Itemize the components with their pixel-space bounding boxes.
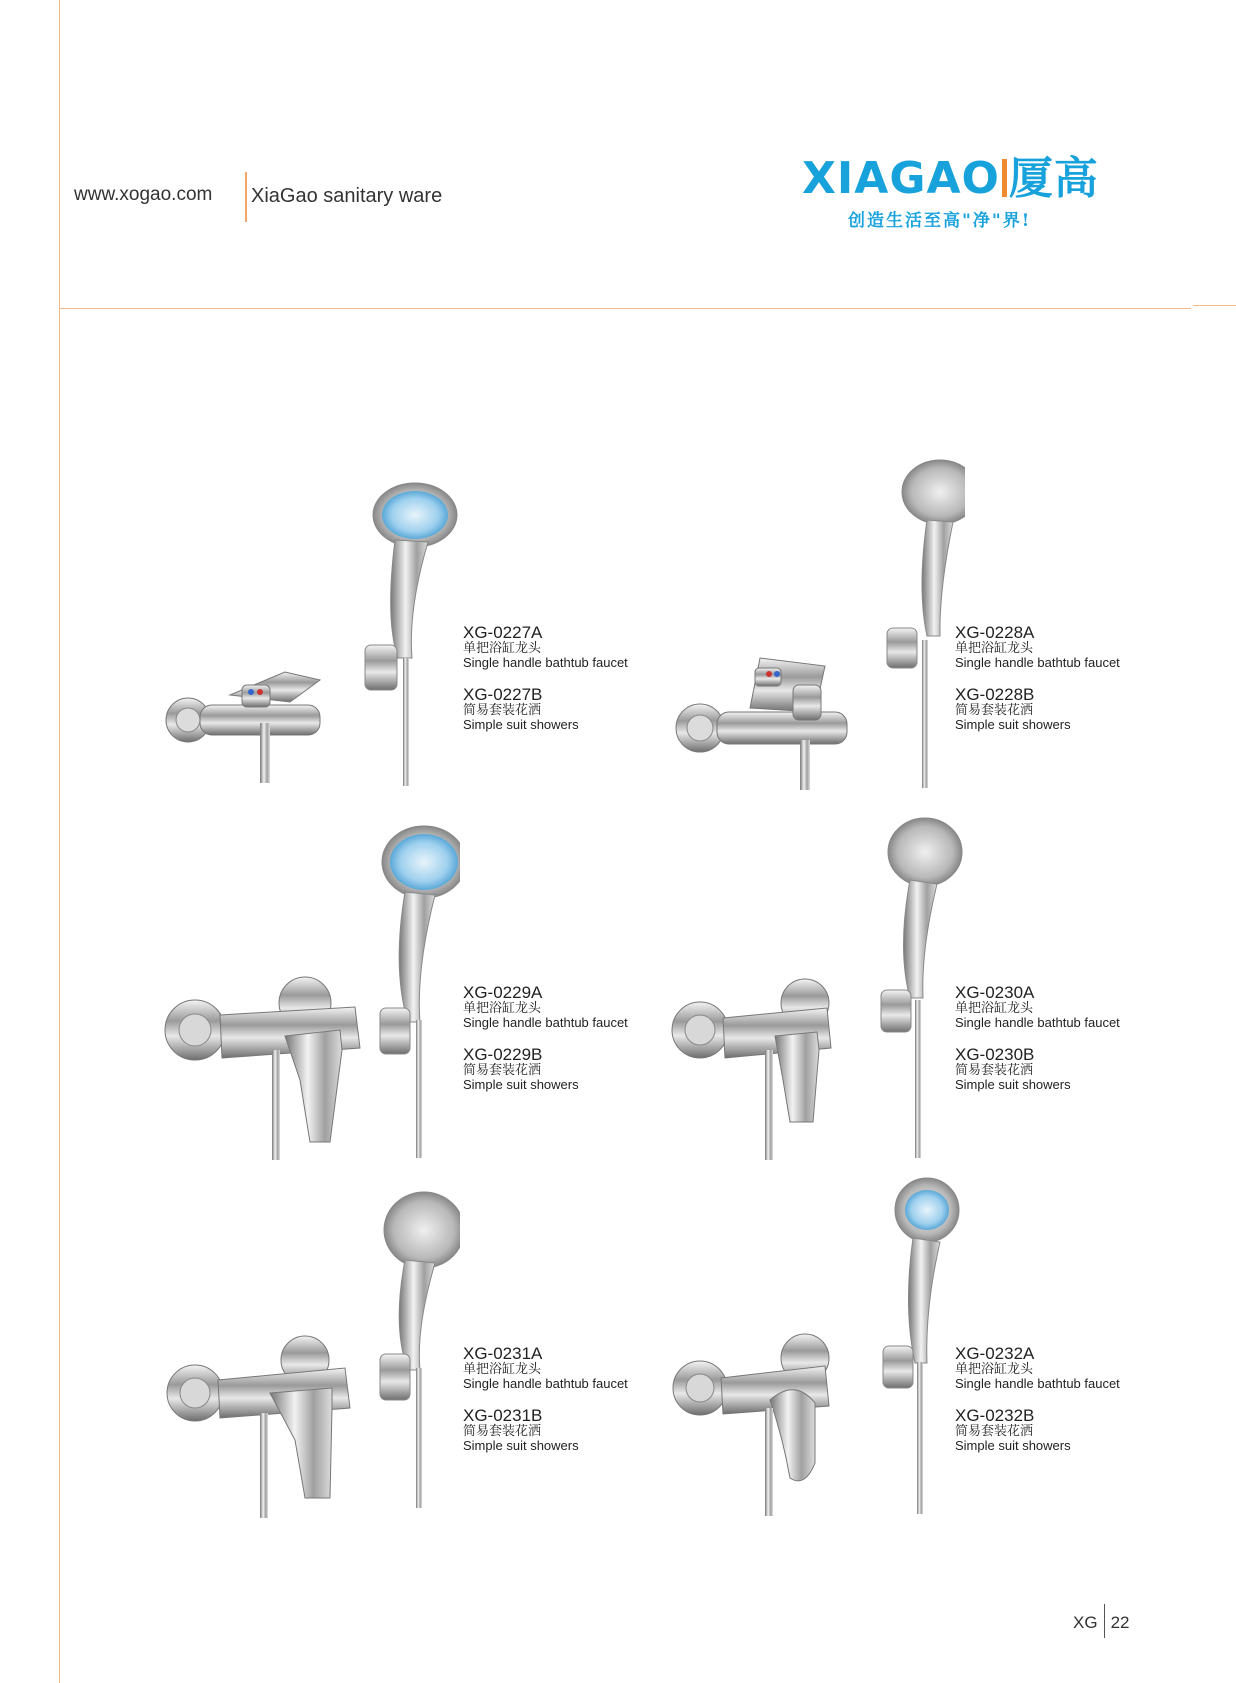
- product-image: [160, 800, 460, 1160]
- product-name-en-b: Simple suit showers: [955, 1438, 1071, 1453]
- product-label: [463, 984, 628, 1092]
- product-name-cn-a: 单把浴缸龙头: [463, 1001, 542, 1016]
- product-label: [955, 984, 1120, 1092]
- footer-separator: [1104, 1604, 1105, 1638]
- product-name-en-a: Single handle bathtub faucet: [955, 1376, 1120, 1391]
- product-label: [463, 1345, 628, 1453]
- website-url[interactable]: www.xogao.com: [74, 184, 213, 205]
- product-name-cn-a: 单把浴缸龙头: [955, 1362, 1034, 1377]
- product-code-b: XG-0230B: [955, 1045, 1035, 1064]
- product-card: [160, 1168, 650, 1518]
- product-code-a: XG-0232A: [955, 1344, 1035, 1363]
- product-code-a: XG-0229A: [463, 983, 543, 1002]
- product-image: [160, 440, 460, 790]
- product-name-cn-b: 简易套装花洒: [955, 703, 1034, 718]
- product-code-b: XG-0228B: [955, 685, 1035, 704]
- product-name-en-a: Single handle bathtub faucet: [463, 1376, 628, 1391]
- product-card: [160, 800, 650, 1150]
- brand-text: XiaGao sanitary ware: [251, 185, 443, 207]
- product-name-en-b: Simple suit showers: [463, 1438, 579, 1453]
- product-name-en-b: Simple suit showers: [955, 717, 1071, 732]
- product-label: [955, 624, 1120, 732]
- product-name-cn-a: 单把浴缸龙头: [463, 641, 542, 656]
- product-code-b: XG-0232B: [955, 1406, 1035, 1425]
- product-code-b: XG-0229B: [463, 1045, 543, 1064]
- page-footer: [1073, 1604, 1129, 1638]
- product-name-cn-a: 单把浴缸龙头: [955, 641, 1034, 656]
- footer-prefix: XG: [1073, 1613, 1098, 1632]
- product-label: [955, 1345, 1120, 1453]
- product-image: [665, 800, 965, 1160]
- product-name-cn-b: 简易套装花洒: [955, 1063, 1034, 1078]
- product-image: [160, 1168, 460, 1518]
- product-name-cn-a: 单把浴缸龙头: [955, 1001, 1034, 1016]
- logo-word: XIAGAO: [802, 153, 1000, 204]
- product-card: [665, 1168, 1155, 1518]
- page-number: 22: [1110, 1613, 1130, 1632]
- product-name-cn-b: 简易套装花洒: [463, 1063, 542, 1078]
- product-name-en-a: Single handle bathtub faucet: [463, 655, 628, 670]
- product-code-a: XG-0230A: [955, 983, 1035, 1002]
- left-margin-line: [59, 0, 60, 1683]
- header-separator: [245, 172, 247, 222]
- header-divider: [59, 308, 1191, 309]
- product-card: [665, 440, 1155, 790]
- product-label: [463, 624, 628, 732]
- brand-logo: [802, 153, 1099, 234]
- product-image: [665, 1168, 965, 1518]
- product-name-en-b: Simple suit showers: [955, 1077, 1071, 1092]
- product-name-cn-b: 简易套装花洒: [463, 703, 542, 718]
- product-code-a: XG-0228A: [955, 623, 1035, 642]
- product-name-cn-b: 简易套装花洒: [463, 1424, 542, 1439]
- product-image: [665, 440, 965, 790]
- product-name-en-a: Single handle bathtub faucet: [955, 1015, 1120, 1030]
- product-code-b: XG-0227B: [463, 685, 543, 704]
- product-name-en-a: Single handle bathtub faucet: [463, 1015, 628, 1030]
- product-name-cn-b: 简易套装花洒: [955, 1424, 1034, 1439]
- logo-slogan: 创造生活至高"净"界!: [848, 211, 1032, 231]
- header-divider-tail: [1193, 305, 1236, 306]
- product-name-cn-a: 单把浴缸龙头: [463, 1362, 542, 1377]
- logo-cn: 厦高: [1008, 153, 1099, 204]
- logo-bar: [1002, 159, 1007, 197]
- product-card: [160, 440, 650, 790]
- product-name-en-a: Single handle bathtub faucet: [955, 655, 1120, 670]
- product-name-en-b: Simple suit showers: [463, 1077, 579, 1092]
- product-name-en-b: Simple suit showers: [463, 717, 579, 732]
- product-code-a: XG-0227A: [463, 623, 543, 642]
- product-code-a: XG-0231A: [463, 1344, 543, 1363]
- product-card: [665, 800, 1155, 1150]
- product-code-b: XG-0231B: [463, 1406, 543, 1425]
